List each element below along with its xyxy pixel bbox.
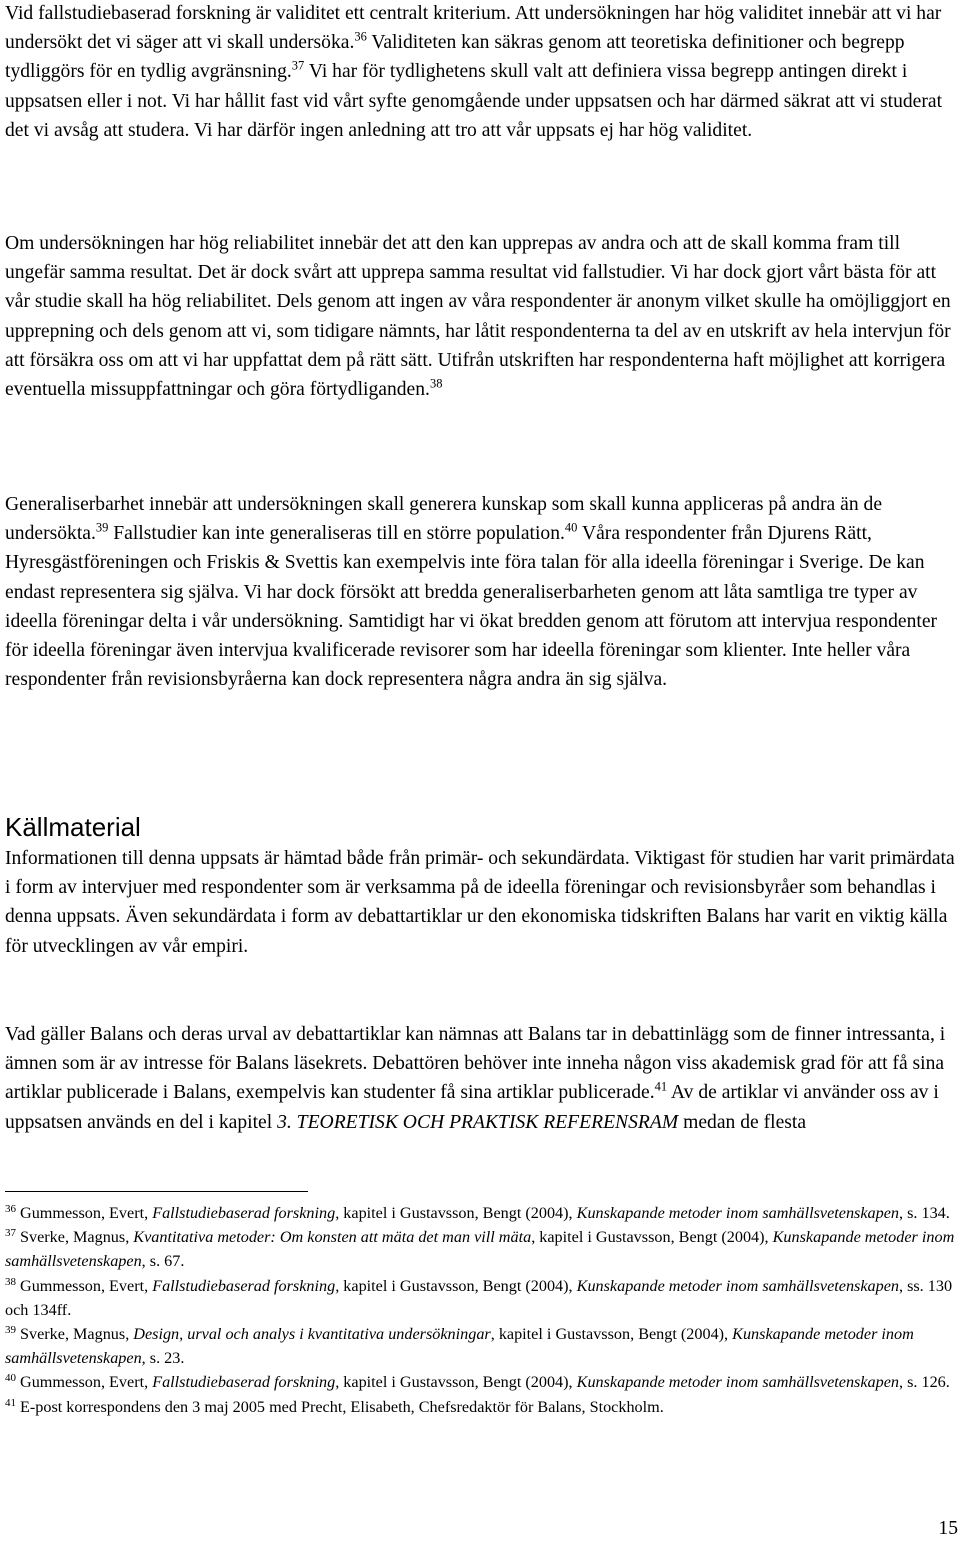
footnote-marker: 37: [291, 58, 305, 73]
text-run: , kapitel i Gustavsson, Bengt (2004),: [531, 1228, 773, 1247]
paragraph-reliability: [5, 229, 960, 404]
text-run: Våra respondenter från Djurens Rätt, Hyresgästföreningen och Friskis & Svettis kan exempelvis inte föra talan för alla ideella föreningar i Sverige. De kan endast representera sig själva. Vi har dock försökt att bredda generaliserbarheten genom att låta samtliga tre typer av ideella föreningar delta i vår undersökning. Samtidigt har vi ökat bredden genom att förutom att intervjua respondenter för ideella föreningar även intervjua kvalificerade revisorer som har ideella föreningar som klienter. Inte heller våra respondenter från revisionsbyråerna kan dock representera några andra än sig själva.: [5, 523, 938, 691]
text-run: Gummesson, Evert,: [20, 1276, 153, 1295]
footnotes: [5, 1201, 960, 1419]
footnote-marker: 38: [5, 1275, 16, 1288]
footnote-marker: 40: [564, 520, 578, 535]
footnote-marker: 41: [5, 1396, 16, 1409]
italic-text: Kunskapande metoder inom samhällsvetenskapen: [576, 1276, 899, 1295]
section-heading: Källmaterial: [5, 812, 141, 842]
footnote: [5, 1322, 960, 1370]
text-run: Av de artiklar vi använder oss av i uppsatsen används en del i kapitel: [5, 1082, 939, 1133]
footnote: [5, 1201, 960, 1225]
text-run: Generaliserbarhet innebär att undersökningen skall generera kunskap som skall kunna appliceras på andra än de undersökta.: [5, 494, 883, 545]
paragraph-generalizability: [5, 490, 960, 694]
italic-text: Kunskapande metoder inom samhällsvetenskapen: [576, 1204, 899, 1222]
italic-text: Design, urval och analys i kvantitativa undersökningar: [133, 1325, 491, 1344]
text-run: Sverke, Magnus,: [20, 1228, 134, 1247]
text-run: Gummesson, Evert,: [20, 1373, 153, 1392]
text-run: , kapitel i Gustavsson, Bengt (2004),: [490, 1325, 733, 1344]
page-number: 15: [938, 1518, 958, 1539]
text-run: E-post korrespondens den 3 maj 2005 med Precht, Elisabeth, Chefsredaktör för Balans, Stockholm.: [20, 1397, 664, 1416]
footnote-separator: [5, 1191, 308, 1192]
footnote-marker: 38: [429, 376, 443, 391]
footnote-marker: 37: [5, 1227, 16, 1240]
footnote: [5, 1225, 960, 1273]
italic-text: Fallstudiebaserad forskning: [152, 1373, 336, 1392]
text-run: , kapitel i Gustavsson, Bengt (2004),: [335, 1276, 577, 1295]
footnote-marker: 40: [5, 1372, 16, 1385]
text-run: , s. 126.: [898, 1373, 950, 1392]
text-run: , kapitel i Gustavsson, Bengt (2004),: [335, 1373, 577, 1392]
footnote-marker: 41: [654, 1079, 668, 1094]
text-run: Vi har för tydlighetens skull valt att definiera vissa begrepp antingen direkt i uppsatsen eller i not. Vi har hållit fast vid vårt syfte genomgående under uppsatsen och har därmed säkrat att vi studerat det vi avsåg att studera. Vi har därför ingen anledning att tro att vår uppsats ej har hög validitet.: [5, 61, 943, 141]
text-run: , s. 23.: [141, 1349, 185, 1368]
text-run: Vad gäller Balans och deras urval av debattartiklar kan nämnas att Balans tar in debattinlägg som de finner intressanta, i ämnen som är av intresse för Balans läsekrets. Debattören behöver inte inneha någon viss akademisk grad för att få sina artiklar publicerade i Balans, exempelvis kan studenter få sina artiklar publicerade.: [5, 1024, 946, 1104]
text-run: Vid fallstudiebaserad forskning är validitet ett centralt kriterium. Att undersökningen har hög validitet innebär att vi har undersökt det vi säger att vi skall undersöka.: [5, 3, 942, 54]
text-run: , s. 134.: [898, 1204, 950, 1222]
text-run: Informationen till denna uppsats är hämtad både från primär- och sekundärdata. Viktigast för studien har varit primärdata i form av intervjuer med respondenter som är verksamma på de ideella föreningar och revisionsbyråer som behandlas i denna uppsats. Även sekundärdata i form av debattartiklar ur den ekonomiska tidskriften Balans har varit en viktig källa för utvecklingen av vår empiri.: [5, 848, 955, 957]
paragraph-balans: [5, 1020, 960, 1137]
italic-text: Fallstudiebaserad forskning: [152, 1204, 336, 1222]
footnote: [5, 1370, 960, 1394]
text-run: , kapitel i Gustavsson, Bengt (2004),: [335, 1204, 577, 1222]
text-run: Sverke, Magnus,: [20, 1325, 134, 1344]
footnote: [5, 1274, 960, 1322]
text-run: , s. 67.: [141, 1252, 185, 1271]
italic-text: Fallstudiebaserad forskning: [152, 1276, 336, 1295]
italic-text: Kunskapande metoder inom samhällsvetenskapen: [576, 1373, 899, 1392]
text-run: medan de flesta: [678, 1111, 807, 1133]
paragraph-validity: [5, 0, 960, 145]
paragraph-source-material: [5, 844, 960, 961]
text-run: , ss. 130 och 134ff.: [5, 1276, 953, 1319]
italic-text: Kvantitativa metoder: Om konsten att mäta det man vill mäta: [133, 1228, 532, 1247]
footnote-marker: 36: [5, 1202, 16, 1215]
text-run: Om undersökningen har hög reliabilitet innebär det att den kan upprepas av andra och att de skall komma fram till ungefär samma resultat. Det är dock svårt att upprepa samma resultat vid fallstudier. Vi har dock gjort vårt bästa för att vår studie skall ha hög reliabilitet. Dels genom att ingen av våra respondenter är anonym vilket skulle ha omöjliggjort en upprepning och dels genom att vi, som tidigare nämnts, har låtit respondenterna ta del av en utskrift av hela intervjun för att försäkra oss om att vi har uppfattat dem på rätt sätt. Utifrån utskriften har respondenterna haft möjlighet att korrigera eventuella missuppfattningar och göra förtydliganden.: [5, 233, 951, 401]
footnote-marker: 39: [95, 520, 109, 535]
footnote-marker: 39: [5, 1323, 16, 1336]
text-run: Fallstudier kan inte generaliseras till en större population.: [108, 523, 565, 545]
text-run: Validiteten kan säkras genom att teoretiska definitioner och begrepp tydliggörs för en tydlig avgränsning.: [5, 32, 905, 83]
footnote-marker: 36: [354, 29, 367, 44]
italic-text: Kunskapande metoder inom samhällsvetenskapen: [5, 1325, 914, 1368]
italic-text: 3. TEORETISK OCH PRAKTISK REFERENSRAM: [277, 1111, 679, 1133]
italic-text: Kunskapande metoder inom samhällsvetenskapen: [5, 1228, 955, 1271]
text-run: Gummesson, Evert,: [20, 1204, 153, 1222]
footnote: [5, 1395, 960, 1419]
